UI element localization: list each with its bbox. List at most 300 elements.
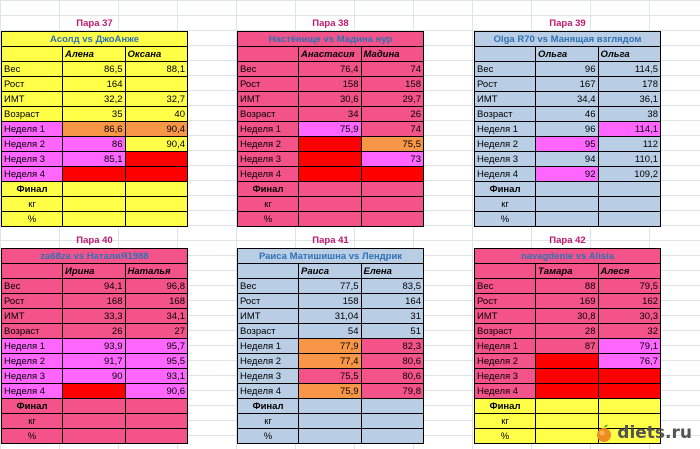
participant-2-value: 112: [598, 137, 661, 152]
summary-value-1: [63, 212, 126, 227]
table-row: [2, 324, 188, 339]
table-row: [475, 324, 661, 339]
pair-title: Пара 40: [76, 235, 113, 246]
table-row: [238, 167, 424, 182]
participant-2-value: 168: [125, 294, 188, 309]
pair-names: Раиса Матишишна vs Лендрик: [237, 248, 424, 263]
row-label: Неделя 4: [475, 384, 536, 399]
header-blank: [475, 47, 536, 62]
row-label: Рост: [2, 77, 63, 92]
table-row: [2, 167, 188, 182]
table-row: [2, 354, 188, 369]
row-label: ИМТ: [238, 92, 299, 107]
summary-row: [238, 212, 424, 227]
summary-row: [238, 399, 424, 414]
table-row: [2, 279, 188, 294]
participant-2-value: 80,6: [361, 369, 424, 384]
table-row: [475, 279, 661, 294]
row-label: Неделя 2: [238, 354, 299, 369]
summary-label: Финал: [238, 399, 299, 414]
row-label: Неделя 3: [2, 369, 63, 384]
row-label: ИМТ: [238, 309, 299, 324]
row-label: Неделя 3: [475, 369, 536, 384]
table-row: [238, 384, 424, 399]
participant-1-value: 86: [63, 137, 126, 152]
row-label: Неделя 4: [238, 384, 299, 399]
participant-2-value: 74: [361, 122, 424, 137]
summary-row: [2, 399, 188, 414]
summary-value-1: [63, 414, 126, 429]
participant-2-value: [598, 369, 661, 384]
participant-1-value: 164: [63, 77, 126, 92]
summary-value-2: [598, 182, 661, 197]
row-label: ИМТ: [475, 309, 536, 324]
table-row: [475, 309, 661, 324]
summary-label: Финал: [2, 182, 63, 197]
participant-2-value: 178: [598, 77, 661, 92]
summary-label: кг: [475, 414, 536, 429]
participant-1-value: 77,9: [299, 339, 362, 354]
participant-1-value: 28: [536, 324, 599, 339]
summary-label: %: [238, 429, 299, 444]
participant-1-value: 90: [63, 369, 126, 384]
row-label: Неделя 1: [475, 339, 536, 354]
participant-1-value: 54: [299, 324, 362, 339]
summary-value-2: [361, 182, 424, 197]
participant-2-value: 32: [598, 324, 661, 339]
table-row: [2, 152, 188, 167]
table-row: [475, 137, 661, 152]
table-row: [475, 107, 661, 122]
summary-row: [238, 182, 424, 197]
row-label: Неделя 1: [2, 339, 63, 354]
row-label: Неделя 2: [2, 137, 63, 152]
participant-2-value: 79,5: [598, 279, 661, 294]
table-header-row: [2, 47, 188, 62]
participant-2-value: 76,7: [598, 354, 661, 369]
row-label: Возраст: [2, 107, 63, 122]
summary-value-2: [125, 414, 188, 429]
table-row: [475, 122, 661, 137]
row-label: Неделя 1: [238, 339, 299, 354]
summary-value-1: [536, 182, 599, 197]
summary-value-2: [125, 212, 188, 227]
row-label: Рост: [238, 77, 299, 92]
row-label: Вес: [238, 279, 299, 294]
table-row: [475, 77, 661, 92]
summary-value-2: [125, 182, 188, 197]
participant-2-name: Мадина: [361, 47, 424, 62]
pair-names: navagdenie vs Alisia: [474, 248, 661, 263]
table-row: [2, 92, 188, 107]
pair-table: [237, 263, 424, 444]
row-label: Неделя 4: [2, 384, 63, 399]
table-row: [238, 369, 424, 384]
row-label: ИМТ: [2, 309, 63, 324]
row-label: Неделя 4: [2, 167, 63, 182]
row-label: Вес: [238, 62, 299, 77]
participant-2-value: 51: [361, 324, 424, 339]
table-row: [475, 92, 661, 107]
diets-logo: [594, 423, 692, 443]
participant-2-value: 27: [125, 324, 188, 339]
table-row: [475, 369, 661, 384]
table-row: [238, 107, 424, 122]
row-label: Возраст: [238, 324, 299, 339]
participant-1-value: 85,1: [63, 152, 126, 167]
row-label: ИМТ: [475, 92, 536, 107]
participant-2-value: 38: [598, 107, 661, 122]
summary-value-2: [361, 399, 424, 414]
participant-2-value: 109,2: [598, 167, 661, 182]
row-label: Неделя 3: [2, 152, 63, 167]
table-row: [2, 137, 188, 152]
summary-value-1: [63, 399, 126, 414]
participant-2-value: 26: [361, 107, 424, 122]
summary-label: Финал: [475, 399, 536, 414]
row-label: Неделя 3: [475, 152, 536, 167]
table-row: [2, 294, 188, 309]
summary-value-2: [361, 414, 424, 429]
table-row: [238, 279, 424, 294]
participant-1-value: [536, 354, 599, 369]
table-header-row: [238, 47, 424, 62]
participant-2-name: Алеся: [598, 264, 661, 279]
summary-value-1: [536, 414, 599, 429]
table-row: [475, 354, 661, 369]
participant-1-value: 33,3: [63, 309, 126, 324]
participant-2-value: 31: [361, 309, 424, 324]
table-row: [238, 77, 424, 92]
participant-2-value: 114,5: [598, 62, 661, 77]
summary-label: Финал: [2, 399, 63, 414]
table-row: [2, 309, 188, 324]
row-label: Вес: [475, 279, 536, 294]
participant-2-value: 30,3: [598, 309, 661, 324]
summary-value-1: [299, 429, 362, 444]
participant-1-value: 88: [536, 279, 599, 294]
summary-value-1: [536, 197, 599, 212]
summary-value-2: [125, 399, 188, 414]
pair-table: [1, 263, 188, 444]
summary-value-1: [63, 429, 126, 444]
apple-logo-icon: [594, 423, 614, 443]
summary-label: кг: [238, 197, 299, 212]
table-row: [2, 62, 188, 77]
participant-2-value: 34,1: [125, 309, 188, 324]
table-row: [238, 294, 424, 309]
summary-value-2: [361, 197, 424, 212]
participant-2-value: 40: [125, 107, 188, 122]
summary-label: %: [475, 212, 536, 227]
table-row: [238, 309, 424, 324]
table-row: [475, 384, 661, 399]
pair-title: Пара 42: [549, 235, 586, 246]
summary-value-1: [299, 399, 362, 414]
pair-title: Пара 41: [312, 235, 349, 246]
participant-2-value: 79,1: [598, 339, 661, 354]
participant-2-value: 110,1: [598, 152, 661, 167]
row-label: Вес: [475, 62, 536, 77]
pair-names: Olga R70 vs Манящая взглядом: [474, 31, 661, 46]
table-row: [238, 354, 424, 369]
row-label: Рост: [475, 294, 536, 309]
participant-2-value: [125, 152, 188, 167]
participant-1-value: 31,04: [299, 309, 362, 324]
row-label: Неделя 1: [475, 122, 536, 137]
participant-1-value: [299, 152, 362, 167]
participant-2-value: 158: [361, 77, 424, 92]
participant-2-value: 36,1: [598, 92, 661, 107]
participant-2-value: 75,5: [361, 137, 424, 152]
summary-label: %: [2, 212, 63, 227]
participant-2-value: 79,8: [361, 384, 424, 399]
participant-2-value: [125, 77, 188, 92]
row-label: Неделя 3: [238, 369, 299, 384]
participant-1-value: 167: [536, 77, 599, 92]
participant-2-value: [598, 384, 661, 399]
summary-value-1: [299, 414, 362, 429]
participant-2-value: [361, 167, 424, 182]
row-label: Неделя 3: [238, 152, 299, 167]
participant-1-value: 46: [536, 107, 599, 122]
pair-table: [237, 46, 424, 227]
row-label: Неделя 2: [2, 354, 63, 369]
summary-value-2: [598, 197, 661, 212]
table-row: [238, 324, 424, 339]
row-label: Неделя 2: [475, 354, 536, 369]
participant-1-value: 86,5: [63, 62, 126, 77]
participant-1-value: 169: [536, 294, 599, 309]
summary-label: кг: [2, 197, 63, 212]
summary-row: [475, 212, 661, 227]
participant-1-value: [536, 384, 599, 399]
pair-block: [1, 233, 188, 444]
pair-block: [237, 233, 424, 444]
summary-label: кг: [475, 197, 536, 212]
participant-1-value: 77,5: [299, 279, 362, 294]
participant-2-value: 90,6: [125, 384, 188, 399]
summary-label: %: [475, 429, 536, 444]
participant-2-value: 95,7: [125, 339, 188, 354]
table-row: [2, 369, 188, 384]
participant-1-value: 34: [299, 107, 362, 122]
summary-value-2: [598, 399, 661, 414]
row-label: Рост: [238, 294, 299, 309]
table-row: [2, 107, 188, 122]
row-label: Вес: [2, 62, 63, 77]
participant-2-value: 74: [361, 62, 424, 77]
summary-value-1: [536, 429, 599, 444]
summary-value-1: [536, 212, 599, 227]
summary-value-2: [361, 429, 424, 444]
participant-1-value: 96: [536, 122, 599, 137]
summary-row: [2, 212, 188, 227]
row-label: Неделя 2: [238, 137, 299, 152]
summary-label: Финал: [475, 182, 536, 197]
participant-2-value: 90,4: [125, 137, 188, 152]
pair-title: Пара 38: [312, 18, 349, 29]
pair-block: [474, 233, 661, 444]
summary-row: [475, 182, 661, 197]
participant-1-name: Ольга: [536, 47, 599, 62]
participant-2-value: 96,8: [125, 279, 188, 294]
participant-1-name: Тамара: [536, 264, 599, 279]
table-row: [238, 92, 424, 107]
table-header-row: [475, 264, 661, 279]
summary-row: [238, 414, 424, 429]
participant-2-value: 80,6: [361, 354, 424, 369]
row-label: Рост: [475, 77, 536, 92]
participant-1-value: 26: [63, 324, 126, 339]
row-label: Неделя 4: [238, 167, 299, 182]
summary-value-1: [299, 197, 362, 212]
participant-1-value: 168: [63, 294, 126, 309]
participant-2-value: 164: [361, 294, 424, 309]
table-row: [2, 384, 188, 399]
participant-2-value: 83,5: [361, 279, 424, 294]
participant-2-value: 32,7: [125, 92, 188, 107]
participant-1-value: 30,8: [536, 309, 599, 324]
summary-label: %: [2, 429, 63, 444]
header-blank: [2, 264, 63, 279]
participant-2-name: Наталья: [125, 264, 188, 279]
pair-block: [1, 16, 188, 227]
summary-row: [2, 182, 188, 197]
header-blank: [238, 47, 299, 62]
participant-2-value: 162: [598, 294, 661, 309]
header-blank: [475, 264, 536, 279]
participant-2-name: Елена: [361, 264, 424, 279]
participant-1-value: 91,7: [63, 354, 126, 369]
participant-1-name: Раиса: [299, 264, 362, 279]
table-row: [238, 339, 424, 354]
pair-names: Асолд vs ДжоАнже: [1, 31, 188, 46]
table-row: [475, 152, 661, 167]
summary-row: [2, 197, 188, 212]
row-label: Неделя 1: [2, 122, 63, 137]
pair-names: za68za vs НаталиЯ1988: [1, 248, 188, 263]
participant-1-value: 76,4: [299, 62, 362, 77]
table-row: [238, 122, 424, 137]
participant-1-value: 94,1: [63, 279, 126, 294]
participant-2-value: 88,1: [125, 62, 188, 77]
table-row: [475, 62, 661, 77]
participant-1-value: 93,9: [63, 339, 126, 354]
summary-label: Финал: [238, 182, 299, 197]
summary-value-1: [63, 197, 126, 212]
row-label: Возраст: [2, 324, 63, 339]
table-row: [2, 122, 188, 137]
participant-1-value: 34,4: [536, 92, 599, 107]
participant-2-value: [125, 167, 188, 182]
participant-1-value: [63, 384, 126, 399]
header-blank: [2, 47, 63, 62]
row-label: Неделя 4: [475, 167, 536, 182]
summary-value-2: [125, 429, 188, 444]
participant-2-value: 95,5: [125, 354, 188, 369]
participant-1-value: 92: [536, 167, 599, 182]
pair-table: [474, 46, 661, 227]
row-label: Неделя 1: [238, 122, 299, 137]
table-row: [238, 137, 424, 152]
participant-2-name: Оксана: [125, 47, 188, 62]
header-blank: [238, 264, 299, 279]
participant-1-name: Ирина: [63, 264, 126, 279]
summary-value-1: [299, 212, 362, 227]
pair-table: [1, 46, 188, 227]
row-label: Возраст: [475, 107, 536, 122]
pair-block: [237, 16, 424, 227]
table-row: [475, 167, 661, 182]
participant-1-value: 77,4: [299, 354, 362, 369]
logo-text: diets.ru: [617, 423, 692, 443]
participant-2-value: 114,1: [598, 122, 661, 137]
participant-1-value: [299, 137, 362, 152]
table-row: [2, 77, 188, 92]
summary-value-2: [598, 212, 661, 227]
participant-1-value: 87: [536, 339, 599, 354]
summary-row: [2, 429, 188, 444]
participant-1-value: [536, 369, 599, 384]
participant-1-value: 75,5: [299, 369, 362, 384]
pair-block: [474, 16, 661, 227]
participant-2-value: 90,4: [125, 122, 188, 137]
participant-2-value: 93,1: [125, 369, 188, 384]
summary-row: [475, 399, 661, 414]
table-header-row: [2, 264, 188, 279]
participant-1-value: 158: [299, 77, 362, 92]
pair-title: Пара 37: [76, 18, 113, 29]
participant-1-value: 95: [536, 137, 599, 152]
participant-1-name: Алена: [63, 47, 126, 62]
summary-value-2: [361, 212, 424, 227]
table-row: [475, 339, 661, 354]
summary-label: кг: [2, 414, 63, 429]
summary-row: [238, 429, 424, 444]
participant-1-value: [63, 167, 126, 182]
table-row: [2, 339, 188, 354]
participant-1-value: 96: [536, 62, 599, 77]
participant-2-value: 29,7: [361, 92, 424, 107]
summary-label: кг: [238, 414, 299, 429]
pair-names: Настёнище vs Мадина нур: [237, 31, 424, 46]
summary-value-1: [63, 182, 126, 197]
participant-1-value: 30,6: [299, 92, 362, 107]
summary-row: [475, 197, 661, 212]
participant-1-value: 32,2: [63, 92, 126, 107]
summary-value-2: [125, 197, 188, 212]
participant-1-value: 94: [536, 152, 599, 167]
summary-label: %: [238, 212, 299, 227]
participant-1-value: 75,9: [299, 384, 362, 399]
summary-row: [2, 414, 188, 429]
row-label: Неделя 2: [475, 137, 536, 152]
participant-2-value: 73: [361, 152, 424, 167]
table-row: [475, 294, 661, 309]
row-label: Возраст: [238, 107, 299, 122]
row-label: Рост: [2, 294, 63, 309]
participant-1-value: 86,6: [63, 122, 126, 137]
table-header-row: [238, 264, 424, 279]
pair-table: [474, 263, 661, 444]
summary-value-1: [536, 399, 599, 414]
row-label: ИМТ: [2, 92, 63, 107]
participant-1-value: 35: [63, 107, 126, 122]
participant-1-name: Анастасия: [299, 47, 362, 62]
participant-2-name: Ольга: [598, 47, 661, 62]
participant-1-value: 158: [299, 294, 362, 309]
